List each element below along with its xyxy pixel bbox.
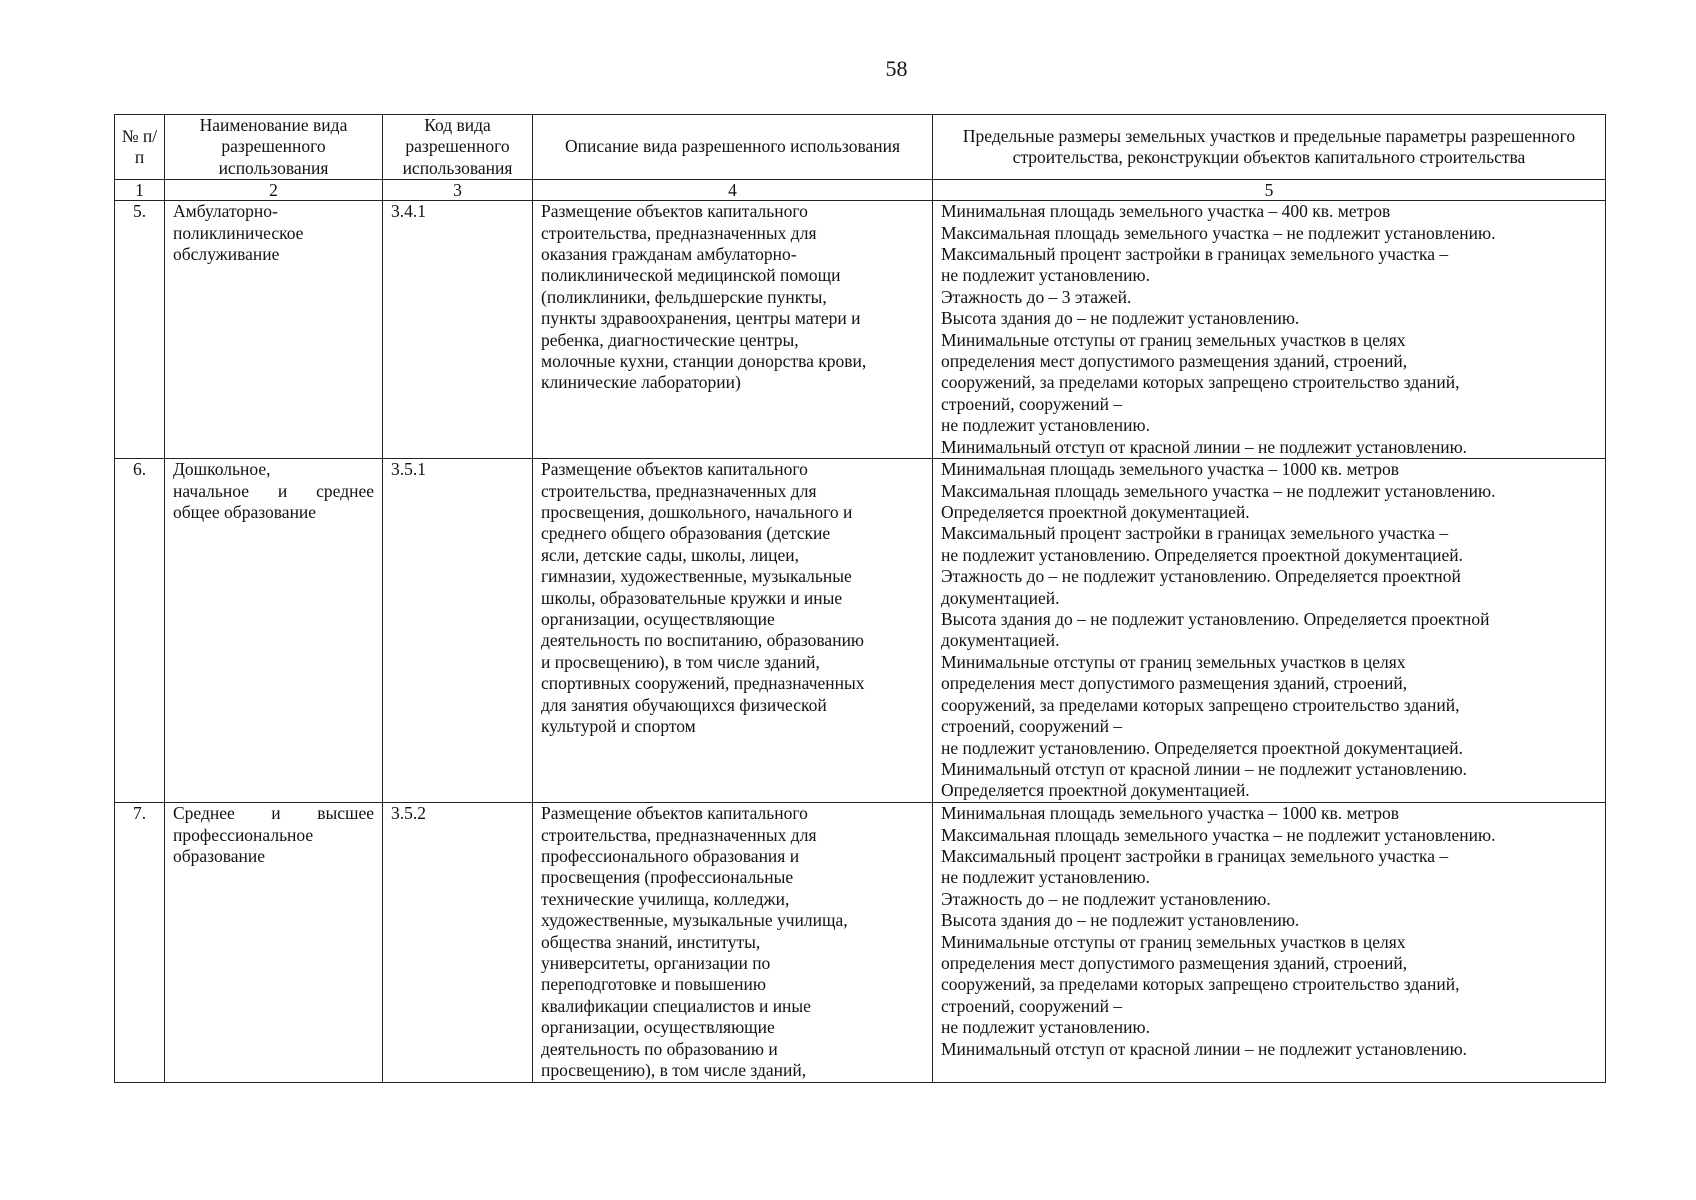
use-code: 3.4.1 [383, 201, 533, 459]
parameters-cell [933, 201, 1606, 459]
parameters-line: Минимальная площадь земельного участка – 1000 кв. метров [941, 459, 1399, 480]
header-number: № п/п [115, 115, 165, 180]
parameters-line: не подлежит установлению. [941, 415, 1150, 436]
parameters-line: не подлежит установлению. [941, 1017, 1150, 1038]
parameters-line: Высота здания до – не подлежит установлению. Определяется проектной [941, 609, 1490, 630]
parameters-line: Максимальный процент застройки в границах земельного участка – [941, 244, 1449, 265]
parameters-line: Минимальные отступы от границ земельных участков в целях [941, 651, 1406, 672]
parameters-line: Минимальная площадь земельного участка – 400 кв. метров [941, 201, 1391, 222]
parameters-line: Определяется проектной документацией. [941, 780, 1250, 801]
header-use-code: Код вида разрешенного использования [383, 115, 533, 180]
use-name-line: Среднее и высшее [173, 803, 374, 824]
use-description-line: школы, образовательные кружки и иные [541, 587, 843, 608]
parameters-line: Минимальный отступ от красной линии – не подлежит установлению. [941, 1038, 1468, 1059]
use-description-line: художественные, музыкальные училища, [541, 910, 848, 931]
column-number: 2 [165, 180, 383, 201]
use-description-line: спортивных сооружений, предназначенных [541, 673, 865, 694]
use-description-line: строительства, предназначенных для [541, 222, 817, 243]
page-number: 58 [885, 56, 908, 81]
table-header-row [115, 115, 1606, 180]
use-description-line: деятельность по образованию и [541, 1038, 778, 1059]
use-description-line: общества знаний, институты, [541, 931, 761, 952]
table-row [115, 803, 1606, 1082]
parameters-line: не подлежит установлению. [941, 867, 1150, 888]
parameters-line: Минимальные отступы от границ земельных участков в целях [941, 931, 1406, 952]
parameters-line: Этажность до – не подлежит установлению. Определяется проектной [941, 566, 1461, 587]
parameters-line: строений, сооружений – [941, 393, 1123, 414]
parameters-line: Минимальный отступ от красной линии – не подлежит установлению. [941, 758, 1468, 779]
use-description-line: квалификации специалистов и иные [541, 995, 811, 1016]
use-description-line: оказания гражданам амбулаторно- [541, 244, 797, 265]
parameters-line: Минимальная площадь земельного участка – 1000 кв. метров [941, 803, 1399, 824]
column-number: 1 [115, 180, 165, 201]
use-name-line: образование [173, 846, 266, 867]
parameters-line: определения мест допустимого размещения зданий, строений, [941, 673, 1408, 694]
table-body [115, 201, 1606, 1082]
use-description-line: культурой и спортом [541, 716, 696, 737]
use-name-line: профессиональное [173, 824, 314, 845]
use-description-line: (поликлиники, фельдшерские пункты, [541, 286, 827, 307]
column-number: 3 [383, 180, 533, 201]
use-description-line: поликлинической медицинской помощи [541, 265, 841, 286]
use-description-line: для занятия обучающихся физической [541, 694, 827, 715]
use-name-cell [165, 459, 383, 803]
parameters-line: строений, сооружений – [941, 716, 1123, 737]
use-description-line: среднего общего образования (детские [541, 523, 831, 544]
use-description-line: просвещения, дошкольного, начального и [541, 502, 853, 523]
parameters-line: Минимальные отступы от границ земельных участков в целях [941, 329, 1406, 350]
row-number: 7. [115, 803, 165, 1082]
parameters-line: Максимальный процент застройки в границах земельного участка – [941, 523, 1449, 544]
column-numbers-row [115, 180, 1606, 201]
use-description-line: строительства, предназначенных для [541, 824, 817, 845]
use-description-line: Размещение объектов капитального [541, 803, 808, 824]
parameters-line: сооружений, за пределами которых запрещено строительство зданий, [941, 974, 1460, 995]
use-name-cell [165, 803, 383, 1082]
use-description-line: организации, осуществляющие [541, 609, 775, 630]
parameters-line: Этажность до – 3 этажей. [941, 286, 1132, 307]
use-description-line: молочные кухни, станции донорства крови, [541, 351, 867, 372]
use-name-line: поликлиническое [173, 222, 304, 243]
parameters-line: определения мест допустимого размещения зданий, строений, [941, 953, 1408, 974]
parameters-line: документацией. [941, 587, 1060, 608]
use-code: 3.5.1 [383, 459, 533, 803]
parameters-line: Максимальная площадь земельного участка – не подлежит установлению. [941, 824, 1496, 845]
land-use-table [114, 114, 1606, 1083]
use-description-cell [533, 803, 933, 1082]
use-description-line: просвещению), в том числе зданий, [541, 1060, 807, 1081]
use-description-cell [533, 201, 933, 459]
parameters-line: документацией. [941, 630, 1060, 651]
parameters-cell [933, 803, 1606, 1082]
header-use-description: Описание вида разрешенного использования [533, 115, 933, 180]
parameters-line: Максимальная площадь земельного участка – не подлежит установлению. [941, 480, 1496, 501]
parameters-line: Высота здания до – не подлежит установлению. [941, 308, 1300, 329]
use-description-cell [533, 459, 933, 803]
use-description-line: клинические лаборатории) [541, 372, 741, 393]
parameters-line: не подлежит установлению. [941, 265, 1150, 286]
use-description-line: и просвещению), в том числе зданий, [541, 651, 820, 672]
use-name-cell [165, 201, 383, 459]
parameters-line: не подлежит установлению. Определяется проектной документацией. [941, 544, 1464, 565]
header-use-name: Наименование вида разрешенного использования [165, 115, 383, 180]
use-description-line: деятельность по воспитанию, образованию [541, 630, 865, 651]
row-number: 5. [115, 201, 165, 459]
parameters-line: Высота здания до – не подлежит установлению. [941, 910, 1300, 931]
use-description-line: организации, осуществляющие [541, 1017, 775, 1038]
parameters-line: Максимальный процент застройки в границах земельного участка – [941, 846, 1449, 867]
parameters-cell [933, 459, 1606, 803]
parameters-line: строений, сооружений – [941, 995, 1123, 1016]
use-name-line: Дошкольное, [173, 459, 271, 480]
use-name-line: общее образование [173, 502, 317, 523]
use-description-line: ясли, детские сады, школы, лицеи, [541, 544, 799, 565]
use-description-line: гимназии, художественные, музыкальные [541, 566, 852, 587]
use-description-line: просвещения (профессиональные [541, 867, 794, 888]
column-number: 4 [533, 180, 933, 201]
use-code: 3.5.2 [383, 803, 533, 1082]
use-description-line: строительства, предназначенных для [541, 480, 817, 501]
use-description-line: технические училища, колледжи, [541, 888, 790, 909]
use-description-line: Размещение объектов капитального [541, 201, 808, 222]
use-name-line: начальное и среднее [173, 480, 374, 501]
parameters-line: сооружений, за пределами которых запрещено строительство зданий, [941, 694, 1460, 715]
parameters-line: сооружений, за пределами которых запрещено строительство зданий, [941, 372, 1460, 393]
use-description-line: пункты здравоохранения, центры матери и [541, 308, 861, 329]
parameters-line: Максимальная площадь земельного участка – не подлежит установлению. [941, 222, 1496, 243]
table-row [115, 201, 1606, 459]
column-number: 5 [933, 180, 1606, 201]
table-row [115, 459, 1606, 803]
row-number: 6. [115, 459, 165, 803]
use-description-line: университеты, организации по [541, 953, 771, 974]
header-parameters: Предельные размеры земельных участков и предельные параметры разрешенного строительства, реконструкции объектов капитального строительства [933, 115, 1606, 180]
parameters-line: Минимальный отступ от красной линии – не подлежит установлению. [941, 436, 1468, 457]
use-description-line: переподготовке и повышению [541, 974, 766, 995]
parameters-line: определения мест допустимого размещения зданий, строений, [941, 351, 1408, 372]
parameters-line: не подлежит установлению. Определяется проектной документацией. [941, 737, 1464, 758]
use-description-line: ребенка, диагностические центры, [541, 329, 799, 350]
use-name-line: обслуживание [173, 244, 280, 265]
parameters-line: Этажность до – не подлежит установлению. [941, 888, 1271, 909]
parameters-line: Определяется проектной документацией. [941, 502, 1250, 523]
use-description-line: профессионального образования и [541, 846, 800, 867]
use-description-line: Размещение объектов капитального [541, 459, 808, 480]
use-name-line: Амбулаторно- [173, 201, 278, 222]
